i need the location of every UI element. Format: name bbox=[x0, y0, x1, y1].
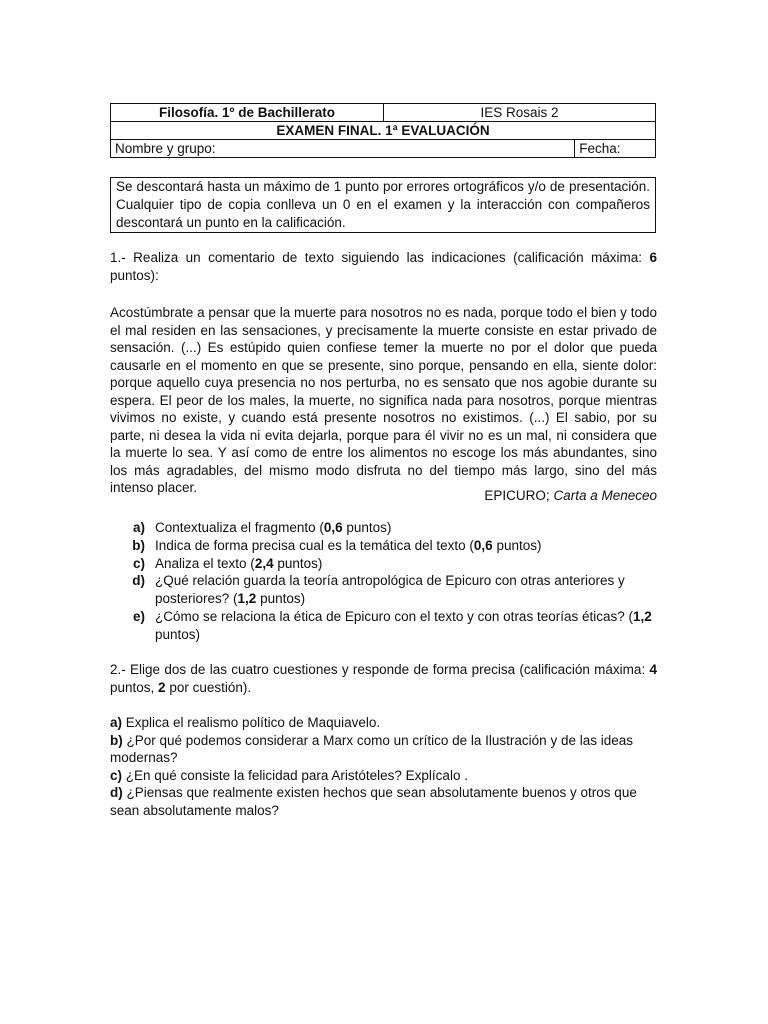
date-field: Fecha: bbox=[575, 140, 656, 158]
text-passage: Acostúmbrate a pensar que la muerte para nosotros no es nada, porque todo el bien y todo el mal residen en las sensaciones, y precisamente la muerte consiste en estar privado de sensación. (...) Es estúpido quien confiese temer la muerte no por el dolor que pueda causarle en el momento en que se presente, sino porque, pensando en ella, siente dolor: porque aquello cuya presencia no nos perturba, no es sensato que nos agobie durante su espera. El peor de los males, la muerte, no significa nada para nosotros, porque mientras vivimos no existe, y cuando está presente nosotros no existimos. (...) El sabio, por su parte, ni desea la vida ni evita dejarla, porque para él vivir no es un mal, ni considera que la muerte lo sea. Y así como de entre los alimentos no escoge los más abundantes, sino los más agradables, del mismo modo disfruta no del tiempo más largo, sino del más intenso placer. bbox=[110, 305, 657, 495]
question-2-intro: 2.- Elige dos de las cuatro cuestiones y responde de forma precisa (calificación máxima: 4 puntos, 2 por cuestión). bbox=[110, 662, 657, 695]
list-item: c) Analiza el texto (2,4 puntos) bbox=[132, 555, 323, 571]
question-1-intro: 1.- Realiza un comentario de texto siguiendo las indicaciones (calificación máxima: 6 puntos): bbox=[110, 250, 657, 283]
list-item: c) ¿En qué consiste la felicidad para Aristóteles? Explícalo . bbox=[110, 767, 468, 783]
exam-title: EXAMEN FINAL. 1ª EVALUACIÓN bbox=[111, 122, 656, 140]
subject-cell: Filosofía. 1º de Bachillerato bbox=[111, 104, 384, 122]
list-item: b) Indica de forma precisa cual es la temática del texto (0,6 puntos) bbox=[132, 537, 542, 553]
grading-notice: Se descontará hasta un máximo de 1 punto por errores ortográficos y/o de presentación. Cualquier tipo de copia conlleva un 0 en el examen y la interacción con compañeros descontará un punto en la calificación. bbox=[110, 177, 656, 233]
list-item: d) ¿Qué relación guarda la teoría antropológica de Epicuro con otras anteriores y posteriores? (1,2 puntos) bbox=[132, 573, 625, 607]
question-2-options bbox=[110, 714, 657, 819]
name-group-field: Nombre y grupo: bbox=[111, 140, 575, 158]
list-item: b) ¿Por qué podemos considerar a Marx como un crítico de la Ilustración y de las ideas modernas? bbox=[110, 732, 633, 765]
list-item: e) ¿Cómo se relaciona la ética de Epicuro con el texto y con otras teorías éticas? (1,2 puntos) bbox=[132, 608, 652, 642]
list-item: d) ¿Piensas que realmente existen hechos que sean absolutamente buenos y otros que sean absolutamente malos? bbox=[110, 785, 637, 818]
school-cell: IES Rosais 2 bbox=[384, 104, 656, 122]
passage-source: EPICURO; Carta a Meneceo bbox=[484, 488, 657, 503]
exam-header-table bbox=[110, 103, 656, 158]
list-item: a) Explica el realismo político de Maquiavelo. bbox=[110, 715, 381, 730]
list-item: a) Contextualiza el fragmento (0,6 puntos) bbox=[132, 520, 392, 535]
question-1-subitems bbox=[110, 519, 657, 644]
